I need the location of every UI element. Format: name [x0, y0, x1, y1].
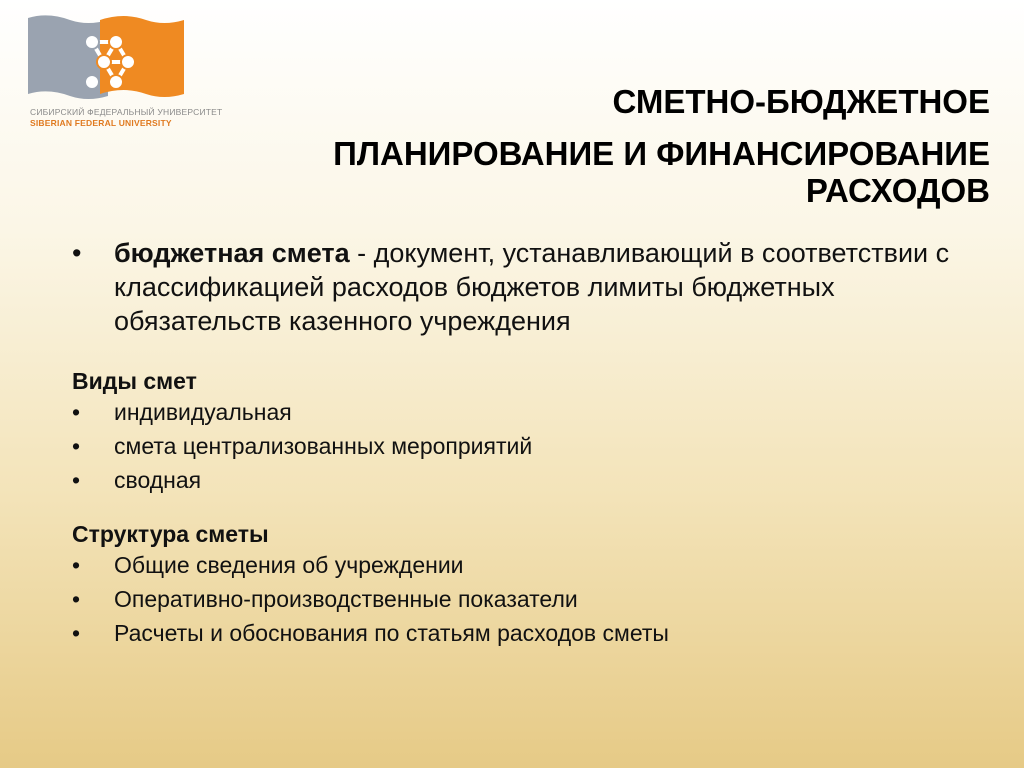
university-logo [28, 12, 223, 132]
definition-term: бюджетная смета [114, 238, 350, 268]
list-item: • индивидуальная [72, 395, 972, 429]
structure-heading: Структура сметы [72, 521, 269, 547]
title-line-3: РАСХОДОВ [805, 172, 990, 209]
list-item: • сводная [72, 463, 972, 497]
list-item: • Оперативно-производственные показатели [72, 582, 972, 616]
slide-body [72, 236, 972, 650]
types-heading: Виды смет [72, 368, 197, 394]
bullet-dot: • [72, 620, 81, 646]
logo-caption-ru: СИБИРСКИЙ ФЕДЕРАЛЬНЫЙ УНИВЕРСИТЕТ [30, 107, 223, 117]
definition-bullet [72, 236, 972, 338]
definition-text: - документ, устанавливающий в соответствии с классификацией расходов бюджетов лимиты бюджетных обязательств казенного учреждения [114, 238, 950, 336]
title-line-1: СМЕТНО-БЮДЖЕТНОЕ [612, 83, 990, 120]
list-item: • Общие сведения об учреждении [72, 548, 972, 582]
bullet-dot: • [72, 399, 81, 425]
logo-emblem-icon [28, 12, 188, 104]
slide-title [333, 82, 990, 208]
bullet-dot: • [72, 238, 82, 268]
list-item: • смета централизованных мероприятий [72, 429, 972, 463]
bullet-dot: • [72, 433, 81, 459]
bullet-dot: • [72, 586, 81, 612]
logo-caption-en: SIBERIAN FEDERAL UNIVERSITY [30, 118, 172, 128]
bullet-dot: • [72, 467, 81, 493]
title-line-2: ПЛАНИРОВАНИЕ И ФИНАНСИРОВАНИЕ [333, 135, 990, 172]
bullet-dot: • [72, 552, 81, 578]
list-item: • Расчеты и обоснования по статьям расходов сметы [72, 616, 972, 650]
